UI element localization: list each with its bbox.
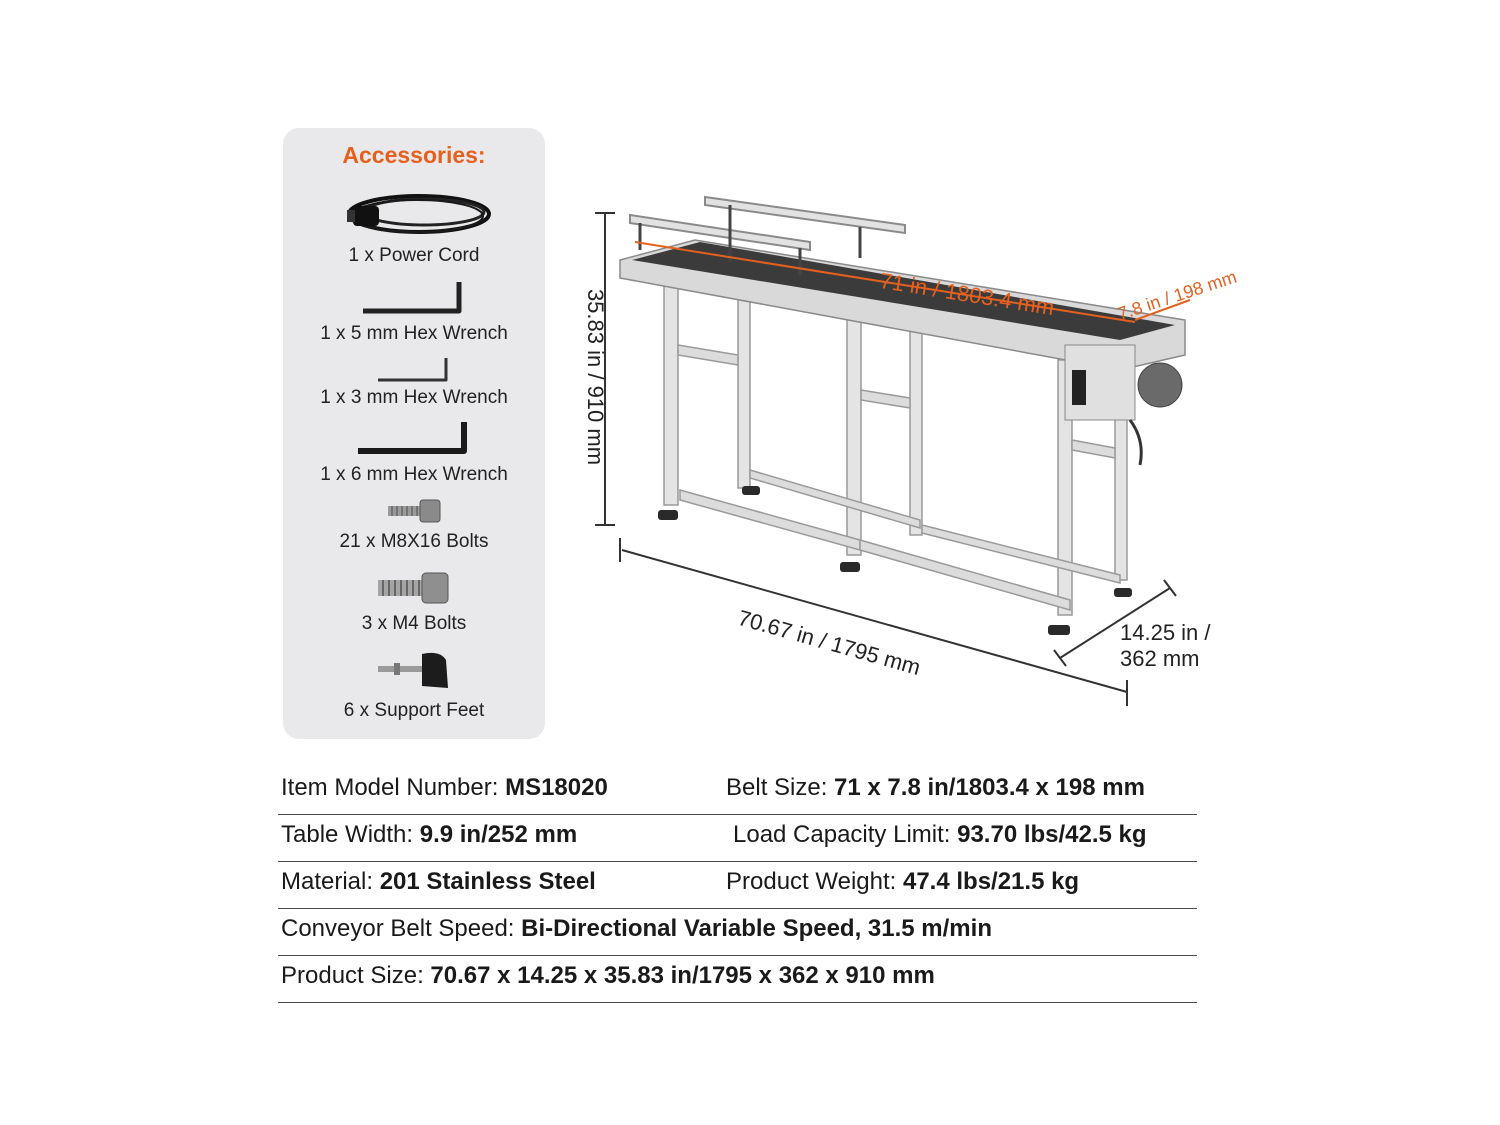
hex-wrench-icon bbox=[283, 354, 545, 386]
spec-belt-size: Belt Size: 71 x 7.8 in/1803.4 x 198 mm bbox=[726, 774, 1145, 801]
depth-dimension-line2: 362 mm bbox=[1120, 646, 1200, 671]
length-dimension: 70.67 in / 1795 mm bbox=[735, 605, 924, 681]
spec-row bbox=[278, 909, 1197, 956]
accessory-label: 1 x 3 mm Hex Wrench bbox=[320, 387, 508, 408]
accessories-title: Accessories: bbox=[342, 142, 486, 168]
spec-row bbox=[278, 862, 1197, 909]
spec-product-weight: Product Weight: 47.4 lbs/21.5 kg bbox=[726, 868, 1080, 895]
accessory-label: 1 x Power Cord bbox=[348, 245, 480, 266]
accessory-label: 1 x 5 mm Hex Wrench bbox=[320, 323, 508, 344]
support-foot-icon bbox=[283, 648, 545, 692]
hex-wrench-icon bbox=[283, 418, 545, 458]
power-cord-icon bbox=[283, 186, 545, 246]
depth-dimension-line1: 14.25 in / bbox=[1120, 620, 1211, 645]
spec-row bbox=[278, 815, 1197, 862]
spec-material: Material: 201 Stainless Steel bbox=[281, 868, 596, 895]
belt-length-dimension: 71 in / 1803.4 mm bbox=[878, 268, 1056, 321]
spec-belt-speed: Conveyor Belt Speed: Bi-Directional Variable Speed, 31.5 m/min bbox=[281, 915, 992, 942]
accessories-panel bbox=[283, 128, 545, 739]
spec-model: Item Model Number: MS18020 bbox=[281, 774, 608, 801]
conveyor-drawing bbox=[560, 180, 1240, 720]
bolt-icon bbox=[283, 571, 545, 605]
specs-table bbox=[278, 768, 1197, 1003]
accessory-label: 21 x M8X16 Bolts bbox=[339, 531, 489, 552]
spec-table-width: Table Width: 9.9 in/252 mm bbox=[281, 821, 578, 848]
accessory-label: 1 x 6 mm Hex Wrench bbox=[320, 464, 508, 485]
accessory-label: 3 x M4 Bolts bbox=[361, 613, 467, 634]
spec-row bbox=[278, 956, 1197, 1003]
spec-load-capacity: Load Capacity Limit: 93.70 lbs/42.5 kg bbox=[733, 821, 1147, 848]
accessory-label: 6 x Support Feet bbox=[343, 700, 485, 721]
bolt-icon bbox=[283, 498, 545, 524]
height-dimension: 35.83 in / 910 mm bbox=[583, 288, 608, 466]
hex-wrench-icon bbox=[283, 278, 545, 316]
spec-product-size: Product Size: 70.67 x 14.25 x 35.83 in/1795 x 362 x 910 mm bbox=[281, 962, 935, 989]
spec-row bbox=[278, 768, 1197, 815]
belt-width-dimension: 7.8 in / 198 mm bbox=[1115, 266, 1240, 325]
